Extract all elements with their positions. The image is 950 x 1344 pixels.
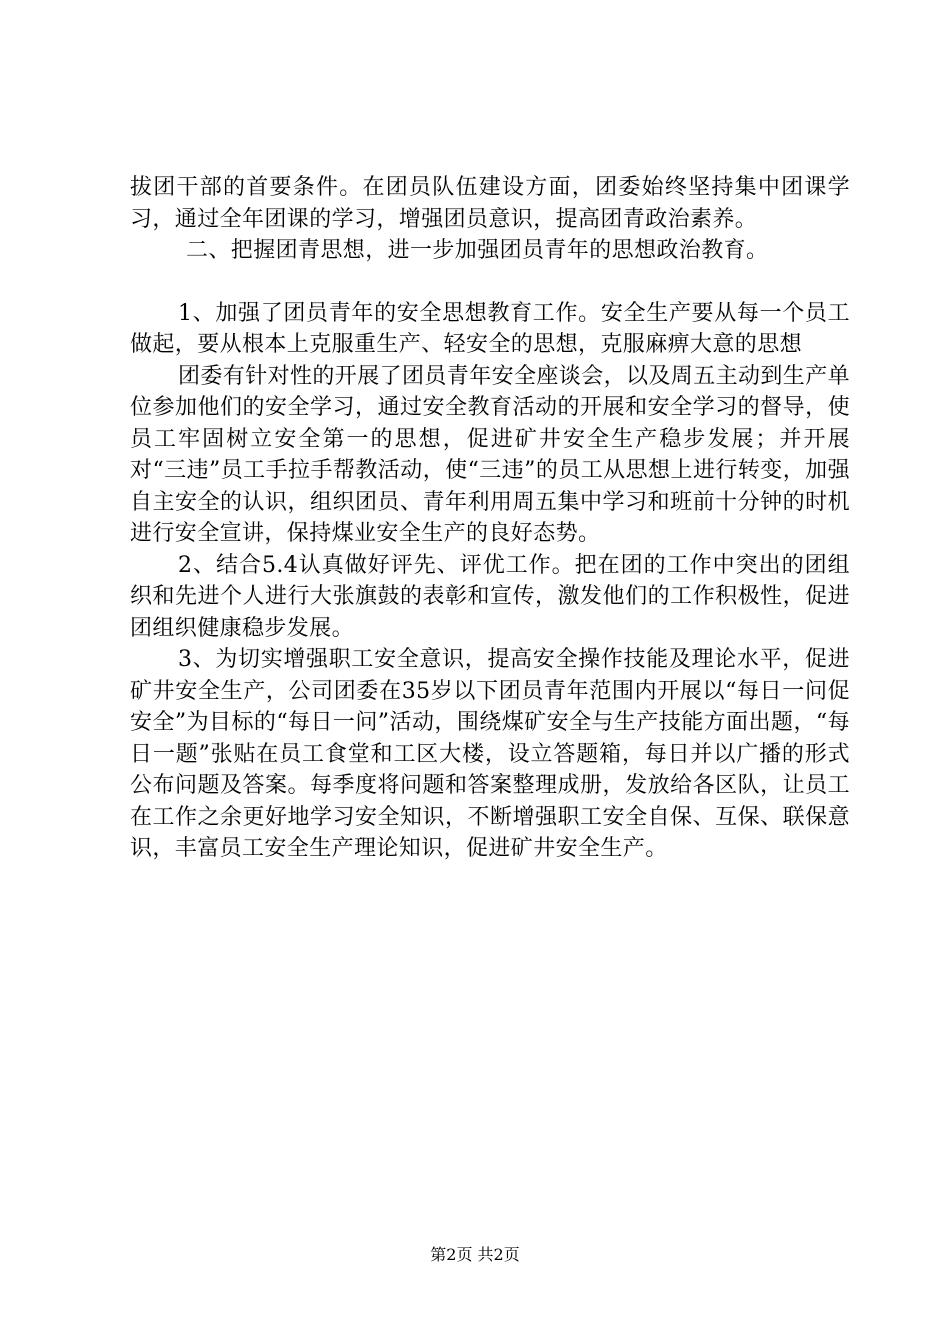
- document-body: [130, 172, 850, 865]
- paragraph-item-1: 1、加强了团员青年的安全思想教育工作。安全生产要从每一个员工做起，要从根本上克服重生产、轻安全的思想，克服麻痹大意的思想: [130, 300, 850, 357]
- paragraph-continuation: 拔团干部的首要条件。在团员队伍建设方面，团委始终坚持集中团课学习，通过全年团课的学习，增强团员意识，提高团青政治素养。: [130, 175, 850, 232]
- page-footer: 第2页 共2页: [430, 1245, 520, 1264]
- paragraph-item-3: 3、为切实增强职工安全意识，提高安全操作技能及理论水平，促进矿井安全生产，公司团委在35岁以下团员青年范围内开展以“每日一问促安全”为目标的“每日一问”活动，围绕煤矿安全与生产技能方面出题，“每日一题”张贴在员工食堂和工区大楼，设立答题箱，每日并以广播的形式公布问题及答案。每季度将问题和答案整理成册，发放给各区队，让员工在工作之余更好地学习安全知识，不断增强职工安全自保、互保、联保意识，丰富员工安全生产理论知识，促进矿井安全生产。: [130, 647, 850, 861]
- paragraph-item-1-detail: 团委有针对性的开展了团员青年安全座谈会，以及周五主动到生产单位参加他们的安全学习，通过安全教育活动的开展和安全学习的督导，使员工牢固树立安全第一的思想，促进矿井安全生产稳步发展；并开展对“三违”员工手拉手帮教活动，使“三违”的员工从思想上进行转变，加强自主安全的认识，组织团员、青年利用周五集中学习和班前十分钟的时机进行安全宣讲，保持煤业安全生产的良好态势。: [130, 363, 851, 546]
- section-heading: 二、把握团青思想，进一步加强团员青年的思想政治教育。: [186, 238, 769, 263]
- paragraph-item-2: 2、结合5.4认真做好评先、评优工作。把在团的工作中突出的团组织和先进个人进行大张旗鼓的表彰和宣传，激发他们的工作积极性，促进团组织健康稳步发展。: [130, 552, 850, 641]
